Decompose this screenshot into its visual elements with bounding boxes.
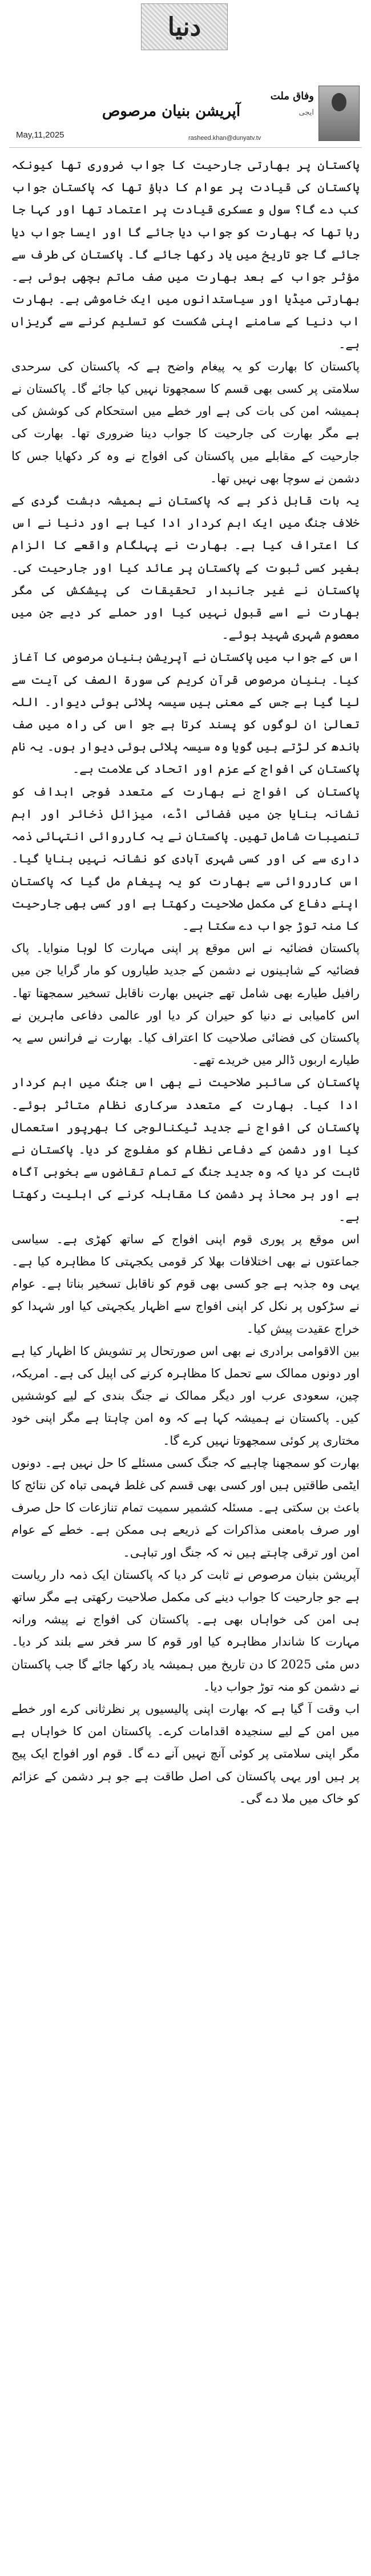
newspaper-logo (141, 3, 228, 50)
article-paragraph: بھارت کو سمجھنا چاہیے کہ جنگ کسی مسئلے کا حل نہیں ہے۔ دونوں ایٹمی طاقتیں ہیں اور کسی بھی قسم کی غلط فہمی تباہ کن نتائج کا باعث بن سکتی ہے۔ مسئلہ کشمیر سمیت تمام تنازعات کا حل صرف اور صرف بامعنی مذاکرات کے ذریعے ہی ممکن ہے۔ خطے کے عوام امن اور ترقی چاہتے ہیں نہ کہ جنگ اور تباہی۔ (11, 1456, 360, 1559)
article-paragraph: پاکستان کی افواج نے بھارت کے متعدد فوجی اہداف کو نشانہ بنایا جن میں فضائی اڈے، میزائل ذخائر اور اہم تنصیبات شامل تھیں۔ پاکستان نے یہ کارروائی انتہائی ذمہ داری سے کی اور کسی شہری آبادی کو نشانہ نہیں بنایا گیا۔ اس کارروائی سے بھارت کو یہ پیغام مل گیا کہ پاکستان اپنے دفاع کی مکمل صلاحیت رکھتا ہے اور کسی بھی جارحیت کا منہ توڑ جواب دے سکتا ہے۔ (11, 784, 360, 933)
logo-text: دنیا (167, 12, 201, 42)
author-email[interactable]: rasheed.khan@dunyatv.tv (188, 135, 261, 142)
article-paragraph: بین الاقوامی برادری نے بھی اس صورتحال پر تشویش کا اظہار کیا ہے اور دونوں ممالک سے تحمل کا مظاہرہ کرنے کی اپیل کی ہے۔ امریکہ، چین، سعودی عرب اور دیگر ممالک نے جنگ بندی کے لیے کوششیں کیں۔ پاکستان نے ہمیشہ کہا ہے کہ وہ امن چاہتا ہے مگر اپنی خود مختاری پر کوئی سمجھوتا نہیں کرے گا۔ (11, 1344, 360, 1448)
article-paragraph: پاکستان پر بھارتی جارحیت کا جواب ضروری تھا کیونکہ پاکستان کی قیادت پر عوام کا دباؤ تھا کہ پاکستان جواب کب دے گا؟ سول و عسکری قیادت پر اعتماد تھا اور کہا جا رہا تھا کہ بھارت کو جواب دیا جائے گا اور ایسا جواب دیا جائے گا جو تاریخ میں یاد رکھا جائے گا۔ پاکستان کی طرف سے مؤثر جواب کے بعد بھارت میں صف ماتم بچھی ہوئی ہے۔ بھارتی میڈیا اور سیاستدانوں میں ایک خاموشی ہے۔ بھارت اب دنیا کے سامنے اپنی شکست کو تسلیم کرنے سے گریزاں ہے۔ (11, 158, 360, 351)
article-paragraph: اس کے جواب میں پاکستان نے آپریشن بنیان مرصوص کا آغاز کیا۔ بنیان مرصوص قرآن کریم کی سورۃ الصف کی آیت سے لیا گیا ہے جس کے معنی ہیں سیسہ پلائی ہوئی دیوار۔ اللہ تعالیٰ ان لوگوں کو پسند کرتا ہے جو اس کی راہ میں صف باندھ کر لڑتے ہیں گویا وہ سیسہ پلائی ہوئی دیوار ہوں۔ یہ نام پاکستان کی افواج کے عزم اور اتحاد کی علامت ہے۔ (11, 650, 360, 776)
article-paragraph: آپریشن بنیان مرصوص نے ثابت کر دیا کہ پاکستان ایک ذمہ دار ریاست ہے جو جارحیت کا جواب دینے کی مکمل صلاحیت رکھتی ہے مگر ساتھ ہی امن کی خواہاں بھی ہے۔ پاکستان کی افواج نے پیشہ ورانہ مہارت کا شاندار مظاہرہ کیا اور قوم کا سر فخر سے بلند کر دیا۔ دس مئی 2025 کا دن تاریخ میں ہمیشہ یاد رکھا جائے گا جب پاکستان نے دشمن کو منہ توڑ جواب دیا۔ (11, 1567, 360, 1694)
header-divider (9, 147, 362, 148)
article-paragraph: پاکستان کی سائبر صلاحیت نے بھی اس جنگ میں اہم کردار ادا کیا۔ بھارت کے متعدد سرکاری نظام متاثر ہوئے۔ پاکستان کی افواج نے جدید ٹیکنالوجی کا بھرپور استعمال کیا اور دشمن کے دفاعی نظام کو مفلوج کر دیا۔ پاکستان نے ثابت کر دیا کہ وہ جدید جنگ کے تمام تقاضوں سے بخوبی آگاہ ہے اور ہر محاذ پر دشمن کا مقابلہ کرنے کی اہلیت رکھتا ہے۔ (11, 1075, 360, 1224)
author-subtitle: ایجی (299, 108, 314, 117)
article-paragraph: اس موقع پر پوری قوم اپنی افواج کے ساتھ کھڑی ہے۔ سیاسی جماعتوں نے بھی اختلافات بھلا کر قومی یکجہتی کا مظاہرہ کیا ہے۔ یہی وہ جذبہ ہے جو کسی بھی قوم کو ناقابل تسخیر بناتا ہے۔ عوام نے سڑکوں پر نکل کر اپنی افواج سے اظہار یکجہتی کیا اور شہدا کو خراج عقیدت پیش کیا۔ (11, 1232, 360, 1336)
author-name: وفاق ملت (270, 90, 314, 102)
article-paragraph: اب وقت آ گیا ہے کہ بھارت اپنی پالیسیوں پر نظرثانی کرے اور خطے میں امن کے لیے سنجیدہ اقدامات کرے۔ پاکستان امن کا خواہاں ہے مگر اپنی سلامتی پر کوئی آنچ نہیں آنے دے گا۔ قوم اور افواج ایک پیج پر ہیں اور یہی پاکستان کی اصل طاقت ہے جو ہر دشمن کے عزائم کو خاک میں ملا دے گی۔ (11, 1702, 360, 1805)
publish-date: May,11,2025 (16, 130, 64, 140)
article-paragraph: پاکستان فضائیہ نے اس موقع پر اپنی مہارت کا لوہا منوایا۔ پاک فضائیہ کے شاہینوں نے دشمن کے جدید طیاروں کو مار گرایا جن میں رافیل طیارے بھی شامل تھے جنہیں بھارت ناقابل تسخیر سمجھتا تھا۔ اس کامیابی نے دنیا کو حیران کر دیا اور عالمی دفاعی ماہرین نے پاکستان کی فضائی صلاحیت کا اعتراف کیا۔ بھارت نے فرانس سے یہ طیارے اربوں ڈالر میں خریدے تھے۔ (11, 941, 360, 1067)
article-headline: آپریشن بنیان مرصوص (102, 103, 241, 120)
masthead (0, 0, 371, 57)
article-body (11, 154, 360, 2566)
article-paragraph: یہ بات قابل ذکر ہے کہ پاکستان نے ہمیشہ دہشت گردی کے خلاف جنگ میں ایک اہم کردار ادا کیا ہے اور دنیا نے اس کا اعتراف کیا ہے۔ بھارت نے پہلگام واقعے کا الزام بغیر کسی ثبوت کے پاکستان پر عائد کیا اور جارحیت کی۔ پاکستان نے غیر جانبدار تحقیقات کی پیشکش کی مگر بھارت نے اسے قبول نہیں کیا اور حملے کر دیے جن میں معصوم شہری شہید ہوئے۔ (11, 494, 360, 642)
author-photo (318, 86, 360, 141)
article-paragraph: پاکستان کا بھارت کو یہ پیغام واضح ہے کہ پاکستان کی سرحدی سلامتی پر کسی بھی قسم کا سمجھوتا نہیں کیا جائے گا۔ پاکستان نے ہمیشہ امن کی بات کی ہے اور خطے میں استحکام کی کوشش کی ہے مگر بھارت کی جارحیت کا جواب دینا ضروری تھا۔ بھارت کی جارحیت کے مقابلے میں پاکستان کی افواج نے وہ کر دکھایا جس کا دشمن نے سوچا بھی نہیں تھا۔ (11, 359, 360, 485)
